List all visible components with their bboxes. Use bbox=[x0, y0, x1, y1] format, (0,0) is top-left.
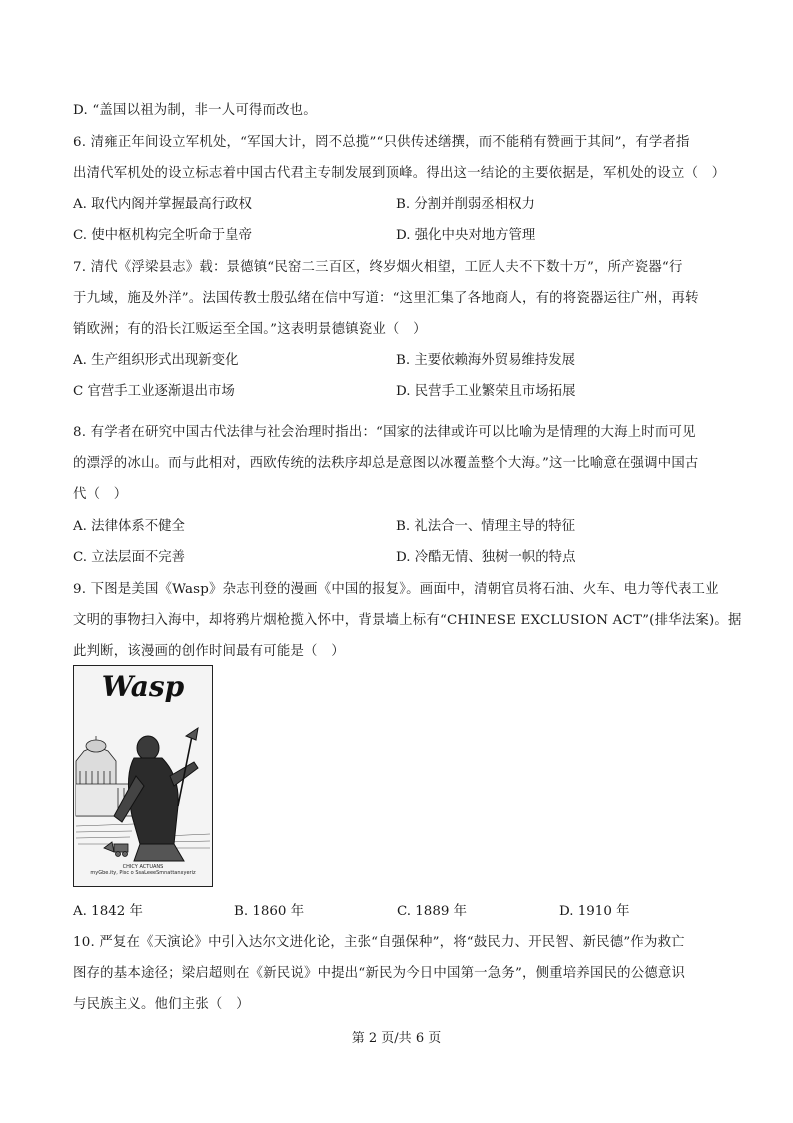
q9-stem-line-1: 9. 下图是美国《Wasp》杂志刊登的漫画《中国的报复》。画面中，清朝官员将石油、火车、电力等代表工业 bbox=[73, 582, 719, 597]
q8-option-c: C. 立法层面不完善 bbox=[73, 550, 186, 565]
cartoon-caption-line-2: myGbe.ity, Pisc o SsaLeeeSmnattanxyeriz bbox=[90, 870, 196, 876]
q7-stem-line-2: 于九域，施及外洋”。法国传教士殷弘绪在信中写道：“这里汇集了各地商人，有的将瓷器运往广州，再转 bbox=[73, 291, 699, 306]
q8-stem-line-1: 8. 有学者在研究中国古代法律与社会治理时指出：“国家的法律或许可以比喻为是情理的大海上时而可见 bbox=[73, 425, 696, 440]
q9-option-a: A. 1842 年 bbox=[73, 904, 143, 919]
q6-stem-line-1: 6. 清雍正年间设立军机处，“军国大计，罔不总揽”“只供传述缮撰，而不能稍有赞画于其间”，有学者指 bbox=[73, 135, 690, 150]
q9-stem-line-3: 此判断，该漫画的创作时间最有可能是（ ） bbox=[73, 644, 345, 659]
cartoon-illustration bbox=[74, 666, 212, 886]
q10-stem-line-3: 与民族主义。他们主张（ ） bbox=[73, 997, 250, 1012]
q9-stem-line-2: 文明的事物扫入海中，却将鸦片烟枪揽入怀中，背景墙上标有“CHINESE EXCLUSION ACT”(排华法案)。据 bbox=[73, 613, 742, 628]
q5-option-d: D. “盖国以祖为制，非一人可得而改也。 bbox=[73, 103, 317, 118]
page-footer: 第 2 页/共 6 页 bbox=[351, 1031, 442, 1046]
q9-option-b: B. 1860 年 bbox=[234, 904, 305, 919]
q7-option-d: D. 民营手工业繁荣且市场拓展 bbox=[396, 384, 576, 399]
q6-option-c: C. 使中枢机构完全听命于皇帝 bbox=[73, 228, 252, 243]
q8-option-b: B. 礼法合一、情理主导的特征 bbox=[396, 519, 576, 534]
q10-stem-line-2: 图存的基本途径；梁启超则在《新民说》中提出“新民为今日中国第一急务”，侧重培养国民的公德意识 bbox=[73, 966, 686, 981]
q7-stem-line-3: 销欧洲；有的沿长江贩运至全国。”这表明景德镇瓷业（ ） bbox=[73, 322, 427, 337]
q6-option-d: D. 强化中央对地方管理 bbox=[396, 228, 536, 243]
q8-option-d: D. 冷酷无情、独树一帜的特点 bbox=[396, 550, 576, 565]
q7-option-c: C 官营手工业逐渐退出市场 bbox=[73, 384, 235, 399]
q8-stem-line-2: 的漂浮的冰山。而与此相对，西欧传统的法秩序却总是意图以冰覆盖整个大海。”这一比喻意在强调中国古 bbox=[73, 456, 699, 471]
q8-option-a: A. 法律体系不健全 bbox=[73, 519, 185, 534]
q7-option-a: A. 生产组织形式出现新变化 bbox=[73, 353, 239, 368]
q6-option-b: B. 分割并削弱丞相权力 bbox=[396, 197, 535, 212]
cartoon-caption-line-1: CHICY ACTUANS bbox=[122, 864, 164, 870]
q6-option-a: A. 取代内阁并掌握最高行政权 bbox=[73, 197, 252, 212]
wasp-cartoon-image bbox=[73, 665, 213, 887]
wasp-masthead: Wasp bbox=[101, 670, 185, 703]
q7-stem-line-1: 7. 清代《浮梁县志》载：景德镇“民窑二三百区，终岁烟火相望，工匠人夫不下数十万”，所产瓷器“行 bbox=[73, 260, 683, 275]
q6-stem-line-2: 出清代军机处的设立标志着中国古代君主专制发展到顶峰。得出这一结论的主要依据是，军机处的设立（ ） bbox=[73, 166, 726, 181]
q8-stem-line-3: 代（ ） bbox=[73, 487, 128, 502]
q9-option-d: D. 1910 年 bbox=[559, 904, 630, 919]
q9-option-c: C. 1889 年 bbox=[397, 904, 468, 919]
q7-option-b: B. 主要依赖海外贸易维持发展 bbox=[396, 353, 576, 368]
q10-stem-line-1: 10. 严复在《天演论》中引入达尔文进化论，主张“自强保种”，将“鼓民力、开民智、新民德”作为救亡 bbox=[73, 935, 685, 950]
cartoon-caption bbox=[74, 864, 212, 876]
